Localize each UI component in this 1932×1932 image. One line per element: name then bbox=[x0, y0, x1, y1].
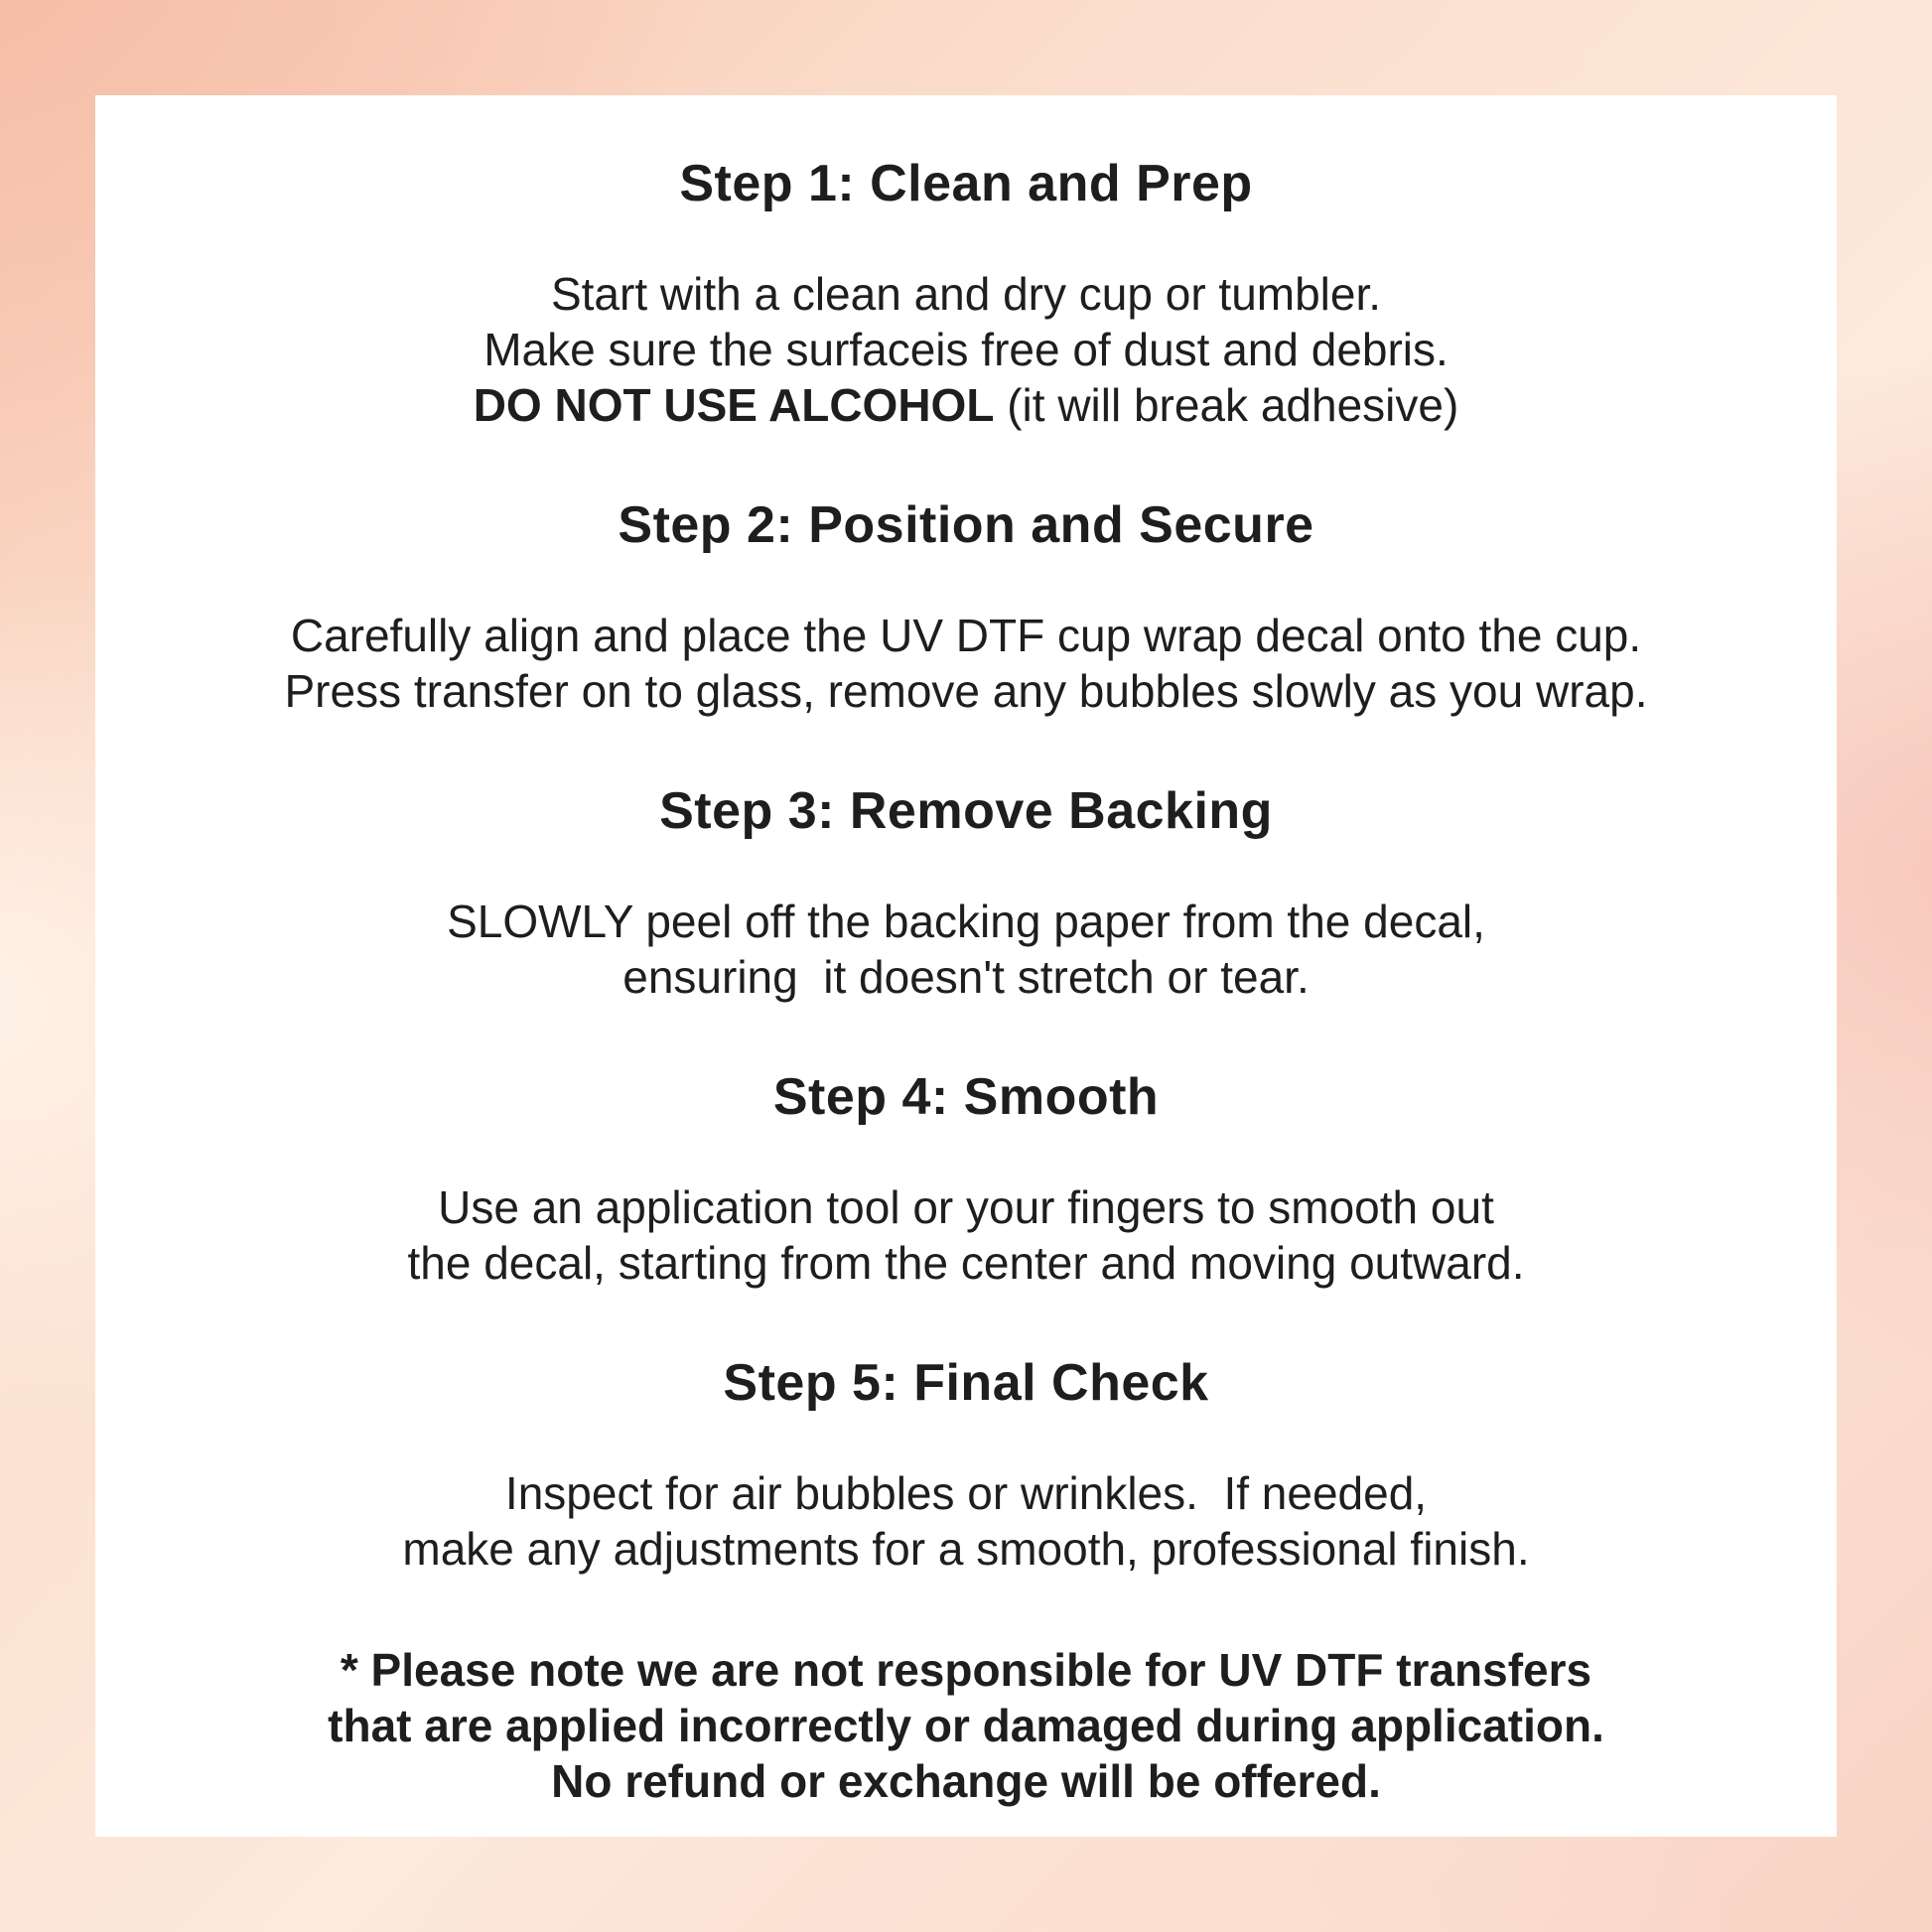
step-4-line: Use an application tool or your fingers to smooth out bbox=[438, 1181, 1494, 1233]
step-1-heading: Step 1: Clean and Prep bbox=[679, 155, 1253, 212]
step-1-line: Make sure the surfaceis free of dust and debris. bbox=[483, 324, 1449, 375]
disclaimer-line: * Please note we are not responsible for UV DTF transfers bbox=[340, 1644, 1592, 1696]
disclaimer-section bbox=[123, 1642, 1809, 1809]
step-2-section bbox=[123, 498, 1809, 719]
alcohol-warning-rest: (it will break adhesive) bbox=[994, 379, 1459, 431]
step-1-line: Start with a clean and dry cup or tumbler. bbox=[550, 268, 1382, 320]
step-1-body bbox=[123, 266, 1809, 433]
step-5-heading: Step 5: Final Check bbox=[723, 1354, 1209, 1412]
step-2-line: Carefully align and place the UV DTF cup wrap decal onto the cup. bbox=[290, 610, 1642, 661]
step-2-heading: Step 2: Position and Secure bbox=[618, 496, 1314, 554]
instruction-card bbox=[95, 95, 1837, 1837]
step-3-line: ensuring it doesn't stretch or tear. bbox=[622, 951, 1310, 1003]
step-4-heading: Step 4: Smooth bbox=[772, 1068, 1160, 1126]
disclaimer-line: No refund or exchange will be offered. bbox=[551, 1755, 1381, 1807]
step-3-body bbox=[123, 894, 1809, 1005]
step-5-line: Inspect for air bubbles or wrinkles. If needed, bbox=[504, 1467, 1428, 1519]
step-5-line: make any adjustments for a smooth, professional finish. bbox=[402, 1523, 1530, 1575]
step-2-body bbox=[123, 608, 1809, 719]
step-4-section bbox=[123, 1070, 1809, 1291]
step-2-line: Press transfer on to glass, remove any bubbles slowly as you wrap. bbox=[284, 665, 1648, 717]
step-3-heading: Step 3: Remove Backing bbox=[659, 782, 1273, 840]
step-5-body bbox=[123, 1465, 1809, 1577]
alcohol-warning-line bbox=[123, 377, 1809, 433]
step-1-section bbox=[123, 157, 1809, 433]
step-3-section bbox=[123, 784, 1809, 1005]
alcohol-warning-bold: DO NOT USE ALCOHOL bbox=[473, 379, 995, 431]
step-4-body bbox=[123, 1179, 1809, 1291]
step-3-line: SLOWLY peel off the backing paper from the decal, bbox=[447, 896, 1485, 947]
disclaimer-line: that are applied incorrectly or damaged during application. bbox=[328, 1700, 1604, 1751]
step-5-section bbox=[123, 1356, 1809, 1577]
step-4-line: the decal, starting from the center and moving outward. bbox=[407, 1237, 1525, 1289]
